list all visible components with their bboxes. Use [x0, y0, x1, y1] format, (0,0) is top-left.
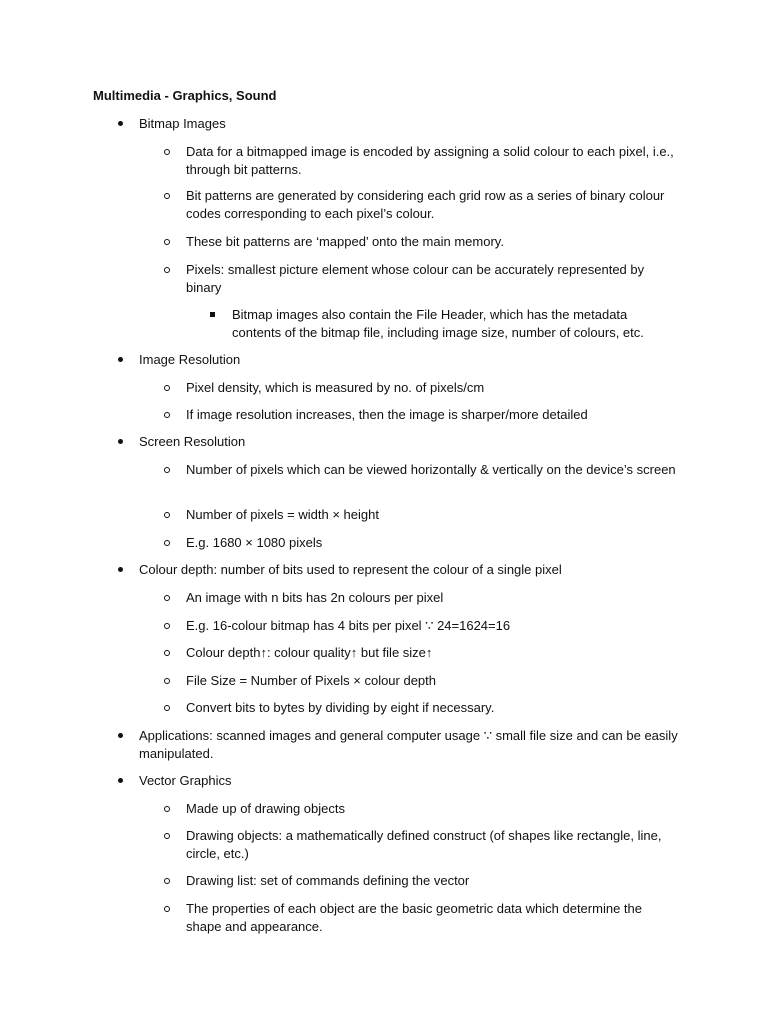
list-item-text: Data for a bitmapped image is encoded by assigning a solid colour to each pixel, i.e., through bit patterns. [186, 144, 674, 177]
list-item-text: File Size = Number of Pixels × colour depth [186, 673, 437, 688]
list-item-text: Bit patterns are generated by considering each grid row as a series of binary colour codes corresponding to each pixel’s colour. [186, 188, 665, 221]
list-item-text: Drawing list: set of commands defining the vector [186, 873, 470, 888]
list-item-text: Made up of drawing objects [186, 801, 345, 816]
list-item-text: Drawing objects: a mathematically defined construct (of shapes like rectangle, line, circle, etc.) [186, 828, 662, 861]
list-item-text: Pixel density, which is measured by no. of pixels/cm [186, 380, 485, 395]
list-item-text: E.g. 1680 × 1080 pixels [186, 535, 323, 550]
list-item-text: Colour depth↑: colour quality↑ but file size↑ [186, 645, 433, 660]
list-item-text: These bit patterns are ‘mapped’ onto the main memory. [186, 234, 504, 249]
bullet-dot-icon [117, 351, 125, 359]
document-title: Multimedia - Graphics, Sound [93, 88, 277, 103]
bullet-dot-icon [117, 433, 125, 441]
list-item-text: An image with n bits has 2n colours per pixel [186, 590, 444, 605]
list-item-text: The properties of each object are the basic geometric data which determine the shape and appearance. [186, 901, 642, 934]
list-item-text: Bitmap images also contain the File Header, which has the metadata contents of the bitmap file, including image size, number of colours, etc. [232, 307, 644, 340]
list-item-text: Image Resolution [139, 352, 241, 367]
list-item-text: Bitmap Images [139, 116, 226, 131]
list-item-text: Colour depth: number of bits used to represent the colour of a single pixel [139, 562, 562, 577]
list-item-text: Number of pixels = width × height [186, 507, 379, 522]
list-item-text: E.g. 16-colour bitmap has 4 bits per pixel ∵ 24=1624=16 [186, 618, 511, 633]
list-item-text: If image resolution increases, then the image is sharper/more detailed [186, 407, 588, 422]
bullet-dot-icon [117, 727, 125, 735]
list-item-text: Applications: scanned images and general computer usage ∵ small file size and can be easily manipulated. [139, 728, 678, 761]
list-item-text: Pixels: smallest picture element whose colour can be accurately represented by binary [186, 262, 645, 295]
list-item-text: Screen Resolution [139, 434, 246, 449]
list-item-text: Number of pixels which can be viewed horizontally & vertically on the device’s screen [186, 462, 676, 477]
list-item-text: Convert bits to bytes by dividing by eight if necessary. [186, 700, 495, 715]
bullet-dot-icon [117, 772, 125, 780]
bullet-dot-icon [117, 561, 125, 569]
bullet-dot-icon [117, 115, 125, 123]
list-item-text: Vector Graphics [139, 773, 232, 788]
